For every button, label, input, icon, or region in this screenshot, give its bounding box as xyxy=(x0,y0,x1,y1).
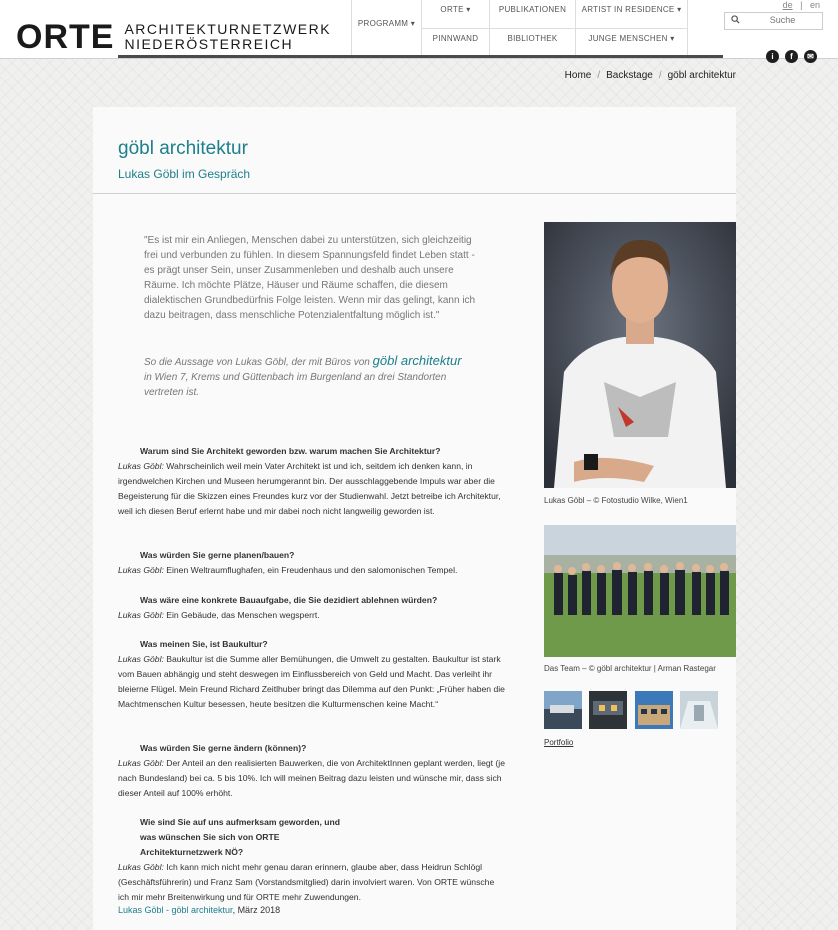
title-divider xyxy=(93,193,736,194)
qa-answer xyxy=(118,459,506,519)
breadcrumb-backstage[interactable]: Backstage xyxy=(606,70,653,81)
portfolio-thumbnail[interactable] xyxy=(589,691,627,729)
lang-separator: | xyxy=(800,0,803,10)
author-credit-date: , März 2018 xyxy=(232,905,281,915)
intro-after: in Wien 7, Krems und Güttenbach im Burgenland an drei Standorten vertreten ist. xyxy=(144,372,447,398)
breadcrumb xyxy=(565,70,736,81)
chevron-down-icon: ▾ xyxy=(466,5,471,14)
site-logo[interactable] xyxy=(16,20,331,54)
nav-publikationen[interactable] xyxy=(490,0,576,29)
language-switch xyxy=(783,0,820,10)
lang-en-link[interactable]: en xyxy=(809,0,820,10)
answer-text: Der Anteil an den realisierten Bauwerken, die von ArchitektInnen geplant werden, liegt (je nach Bundesland) bei ca. 5 bis 10%. Ich will meinen Beitrag dazu leisten und wünsche mir, dass sich dieser Anteil auf 100% erhöht. xyxy=(118,758,505,798)
answer-text: Baukultur ist die Summe aller Bemühungen, die Umwelt zu gestalten. Baukultur ist stark vom Bauen abhängig und steht deswegen im Einflussbereich von Geld und Macht. Das verleiht ihr bleierne Flügel. Mein Freund Richard Zeitlhuber bringt das Dilemma auf den Punkt: „Früher haben die Machtmenschen Kultur besessen, heute besitzen die Kulturmenschen keine Macht.“ xyxy=(118,654,505,709)
chevron-down-icon: ▾ xyxy=(410,19,416,28)
qa-answer xyxy=(118,608,506,623)
logo-line-1: ARCHITEKTURNETZWERK xyxy=(124,21,332,37)
nav-junge-menschen[interactable] xyxy=(576,29,688,58)
qa-block xyxy=(118,444,506,519)
portrait-photo[interactable] xyxy=(544,222,736,488)
nav-pinnwand[interactable] xyxy=(422,29,490,58)
qa-block xyxy=(118,637,506,712)
team-photo[interactable] xyxy=(544,525,736,657)
logo-subtitle xyxy=(124,22,331,52)
answer-text: Wahrscheinlich weil mein Vater Architekt ist und ich, seitdem ich denken kann, in irgendwelchen Kirchen und Museen herumgerannt bin. Der ausschlaggebende Impuls war aber die Begeisterung für die Skizzen eines Freundes kurz vor der Studienwahl. Jetzt betreibe ich Architektur, weil ich diesen Beruf erlernt habe und mir dabei noch nicht langweilig geworden ist. xyxy=(118,461,501,516)
team-caption: Das Team – © göbl architektur | Arman Rastegar xyxy=(544,664,716,673)
author-credit xyxy=(118,905,280,915)
nav-pinnwand-label: PINNWAND xyxy=(432,34,479,43)
nav-junge-label: JUNGE MENSCHEN xyxy=(588,34,668,43)
nav-bibliothek-label: BIBLIOTHEK xyxy=(507,34,558,43)
facebook-icon[interactable]: f xyxy=(785,50,798,63)
search-icon[interactable] xyxy=(731,15,740,26)
nav-programm-label: PROGRAMM xyxy=(357,19,409,28)
lang-de-link[interactable]: de xyxy=(782,0,793,10)
page-subtitle: Lukas Göbl im Gespräch xyxy=(118,167,251,181)
qa-block xyxy=(118,548,506,578)
qa-question: Wie sind Sie auf uns aufmerksam geworden, und was wünschen Sie sich von ORTE Architekturnetzwerk NÖ? xyxy=(140,817,341,857)
intro-before: So die Aussage von Lukas Göbl, der mit Büros von xyxy=(144,357,373,368)
breadcrumb-current: göbl architektur xyxy=(667,70,736,81)
portfolio-thumbnail[interactable] xyxy=(635,691,673,729)
site-header xyxy=(0,0,838,59)
nav-bibliothek[interactable] xyxy=(490,29,576,58)
qa-question: Warum sind Sie Architekt geworden bzw. warum machen Sie Architektur? xyxy=(140,446,441,456)
qa-question: Was wäre eine konkrete Bauaufgabe, die Sie dezidiert ablehnen würden? xyxy=(140,595,438,605)
answer-label: Lukas Göbl: xyxy=(118,610,164,620)
breadcrumb-separator: / xyxy=(658,70,662,81)
nav-orte-label: ORTE xyxy=(440,5,464,14)
qa-answer xyxy=(118,652,506,712)
qa-block xyxy=(118,815,506,905)
nav-artist-label: ARTIST IN RESIDENCE xyxy=(581,5,675,14)
page-title: göbl architektur xyxy=(118,138,248,159)
breadcrumb-separator: / xyxy=(597,70,601,81)
answer-label: Lukas Göbl: xyxy=(118,461,164,471)
header-accent-line xyxy=(118,55,723,58)
chevron-down-icon: ▾ xyxy=(670,34,675,43)
qa-answer xyxy=(118,860,506,905)
intro-text xyxy=(144,352,484,400)
answer-label: Lukas Göbl: xyxy=(118,862,164,872)
info-icon[interactable]: i xyxy=(766,50,779,63)
qa-block xyxy=(118,741,506,801)
portfolio-thumbnail[interactable] xyxy=(544,691,582,729)
search-input[interactable] xyxy=(743,14,822,26)
portfolio-link[interactable]: Portfolio xyxy=(544,738,574,747)
answer-label: Lukas Göbl: xyxy=(118,758,164,768)
portfolio-thumbnail[interactable] xyxy=(680,691,718,729)
qa-question: Was würden Sie gerne planen/bauen? xyxy=(140,550,295,560)
main-nav xyxy=(351,0,682,58)
intro-quote: "Es ist mir ein Anliegen, Menschen dabei zu unterstützen, sich gleichzeitig frei und verbunden zu fühlen. In diesem Spannungsfeld findet Leben statt - es prägt unser Sein, unser Zusammenleben und deshalb auch unsere Räume. Ich möchte Plätze, Häuser und Räume schaffen, die diesem dialektischen Grundbedürfnis Folge leisten. Wenn mir das gelingt, kann ich dazu beitragen, dass menschliche Potenzialentfaltung möglich ist." xyxy=(144,235,476,321)
chevron-down-icon: ▾ xyxy=(677,5,682,14)
portrait-caption: Lukas Göbl – © Fotostudio Wilke, Wien1 xyxy=(544,496,688,505)
qa-question: Was würden Sie gerne ändern (können)? xyxy=(140,743,307,753)
breadcrumb-home[interactable]: Home xyxy=(564,70,592,81)
qa-answer xyxy=(118,563,506,578)
nav-programm[interactable] xyxy=(352,0,422,58)
answer-label: Lukas Göbl: xyxy=(118,654,164,664)
logo-line-2: NIEDERÖSTERREICH xyxy=(124,36,294,52)
intro-company-link[interactable]: göbl architektur xyxy=(372,353,462,368)
logo-wordmark: ORTE xyxy=(16,18,115,56)
answer-text: Einen Weltraumflughafen, ein Freudenhaus und den salomonischen Tempel. xyxy=(166,565,458,575)
qa-question: Was meinen Sie, ist Baukultur? xyxy=(140,639,268,649)
mail-icon[interactable]: ✉ xyxy=(804,50,817,63)
nav-publikationen-label: PUBLIKATIONEN xyxy=(498,5,567,14)
nav-artist-in-residence[interactable] xyxy=(576,0,688,29)
nav-orte[interactable] xyxy=(422,0,490,29)
search-box xyxy=(724,12,823,30)
qa-block xyxy=(118,593,506,623)
author-credit-link[interactable]: Lukas Göbl - göbl architektur xyxy=(118,905,233,915)
qa-answer xyxy=(118,756,506,801)
answer-label: Lukas Göbl: xyxy=(118,565,164,575)
answer-text: Ein Gebäude, das Menschen wegsperrt. xyxy=(166,610,320,620)
answer-text: Ich kann mich nicht mehr genau daran erinnern, glaube aber, dass Heidrun Schlögl (Geschäftsführerin) und Franz Sam (Vorstandsmitglied) darin involviert waren. Von ORTE wünsche ich mir mehr Breitenwirkung und für ORTE mehr Zuwendungen. xyxy=(118,862,495,902)
